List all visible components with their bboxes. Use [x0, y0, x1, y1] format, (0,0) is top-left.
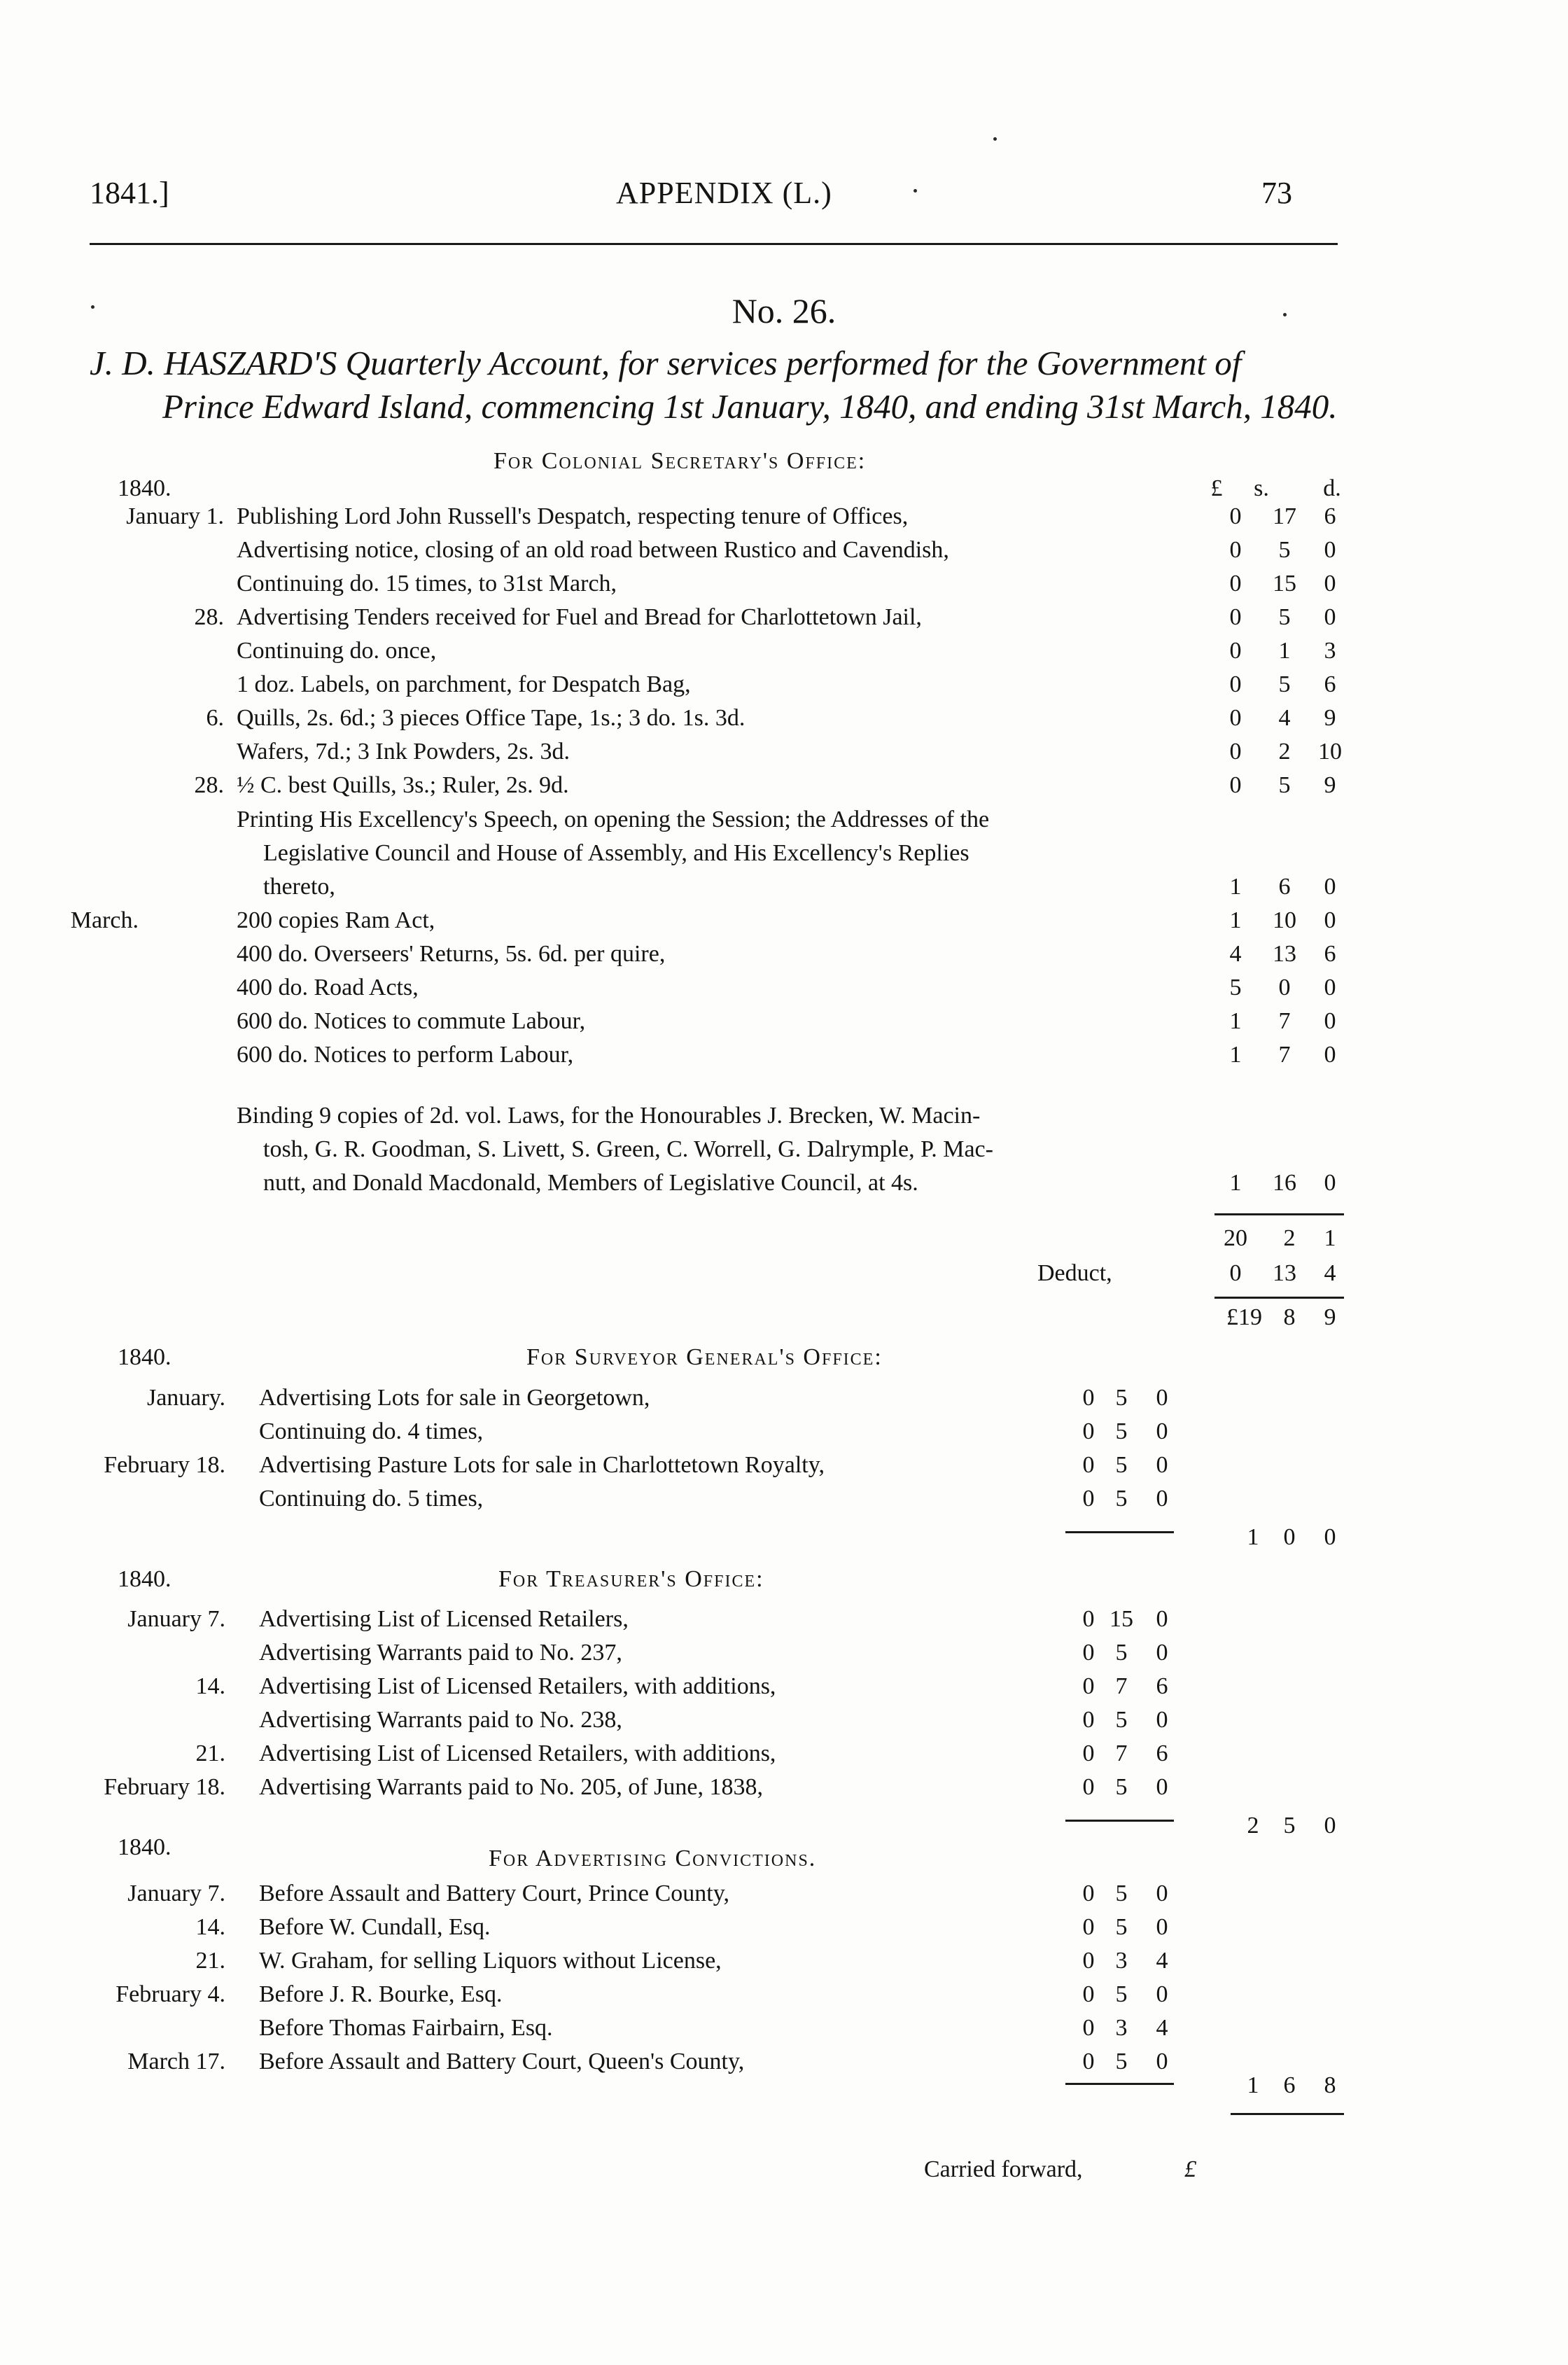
- row-description: Before Thomas Fairbairn, Esq.: [259, 2015, 553, 2041]
- row-shillings: 15: [1273, 571, 1296, 597]
- row-pounds: 0: [1229, 705, 1242, 731]
- speech-shillings: 6: [1278, 874, 1291, 900]
- subtotal-pounds: 20: [1224, 1225, 1247, 1251]
- row-description: Advertising notice, closing of an old road between Rustico and Cavendish,: [237, 537, 949, 563]
- header-year: 1841.]: [90, 176, 169, 210]
- row-description: Before J. R. Bourke, Esq.: [259, 1981, 503, 2007]
- deduct-pounds: 0: [1229, 1260, 1242, 1286]
- row-shillings: 0: [1278, 975, 1291, 1000]
- convictions-rule: [1065, 2083, 1174, 2085]
- surveyor-total-pounds: 1: [1247, 1524, 1259, 1550]
- deduct-pence: 4: [1324, 1260, 1336, 1286]
- surveyor-total-shillings: 0: [1283, 1524, 1296, 1550]
- row-pounds: 0: [1229, 537, 1242, 563]
- row-pounds: 0: [1082, 1881, 1095, 1906]
- treasurer-total-pounds: 2: [1247, 1813, 1259, 1839]
- row-description: Before W. Cundall, Esq.: [259, 1914, 491, 1940]
- row-description: W. Graham, for selling Liquors without License,: [259, 1948, 722, 1974]
- row-date: January 1.: [126, 503, 224, 529]
- row-pence: 0: [1156, 1606, 1168, 1632]
- convictions-total-pounds: 1: [1247, 2072, 1259, 2098]
- row-pounds: 0: [1082, 1707, 1095, 1733]
- row-date: 28.: [194, 772, 224, 798]
- row-pence: 9: [1324, 772, 1336, 798]
- row-description: 600 do. Notices to perform Labour,: [237, 1042, 574, 1068]
- row-pounds: 0: [1082, 1740, 1095, 1766]
- row-pence: 0: [1324, 604, 1336, 630]
- surveyor-total-pence: 0: [1324, 1524, 1336, 1550]
- row-pounds: 0: [1082, 1914, 1095, 1940]
- row-pence: 0: [1156, 1486, 1168, 1512]
- row-pounds: 0: [1229, 739, 1242, 765]
- section-heading-treasurer: For Treasurer's Office:: [498, 1566, 764, 1592]
- row-pence: 0: [1156, 1640, 1168, 1666]
- row-pounds: 0: [1082, 1452, 1095, 1478]
- row-pounds: 0: [1229, 604, 1242, 630]
- row-description: Advertising Warrants paid to No. 238,: [259, 1707, 622, 1733]
- row-pounds: 0: [1082, 1673, 1095, 1699]
- row-description: ½ C. best Quills, 3s.; Ruler, 2s. 9d.: [237, 772, 569, 798]
- binding-pence: 0: [1324, 1170, 1336, 1196]
- row-pence: 0: [1156, 1774, 1168, 1800]
- row-pence: 0: [1156, 1418, 1168, 1444]
- row-description: Advertising List of Licensed Retailers, with additions,: [259, 1673, 776, 1699]
- row-date: 6.: [206, 705, 224, 731]
- row-pounds: 0: [1229, 571, 1242, 597]
- row-date: February 18.: [104, 1452, 225, 1478]
- row-pence: 0: [1156, 1452, 1168, 1478]
- row-description: 400 do. Overseers' Returns, 5s. 6d. per quire,: [237, 941, 666, 967]
- convictions-total-shillings: 6: [1283, 2072, 1296, 2098]
- row-date: January 7.: [127, 1606, 225, 1632]
- row-pence: 0: [1156, 1881, 1168, 1906]
- row-pence: 0: [1156, 1707, 1168, 1733]
- row-shillings: 7: [1278, 1042, 1291, 1068]
- subtotal-pence: 1: [1324, 1225, 1336, 1251]
- binding-shillings: 16: [1273, 1170, 1296, 1196]
- row-shillings: 5: [1115, 1774, 1128, 1800]
- row-date: March.: [70, 907, 139, 933]
- row-shillings: 7: [1115, 1740, 1128, 1766]
- row-description: Before Assault and Battery Court, Queen's County,: [259, 2049, 745, 2074]
- row-description: Quills, 2s. 6d.; 3 pieces Office Tape, 1s.; 3 do. 1s. 3d.: [237, 705, 746, 731]
- carried-forward-currency: £: [1184, 2156, 1196, 2182]
- row-date: 28.: [194, 604, 224, 630]
- row-description: Advertising Warrants paid to No. 237,: [259, 1640, 622, 1666]
- row-shillings: 17: [1273, 503, 1296, 529]
- row-date: 21.: [195, 1740, 225, 1766]
- row-description: 400 do. Road Acts,: [237, 975, 419, 1000]
- row-pounds: 1: [1229, 1008, 1242, 1034]
- row-pounds: 0: [1082, 1418, 1095, 1444]
- row-pounds: 4: [1229, 941, 1242, 967]
- row-date: 21.: [195, 1948, 225, 1974]
- row-pence: 6: [1156, 1740, 1168, 1766]
- row-pence: 0: [1156, 1385, 1168, 1411]
- row-description: 600 do. Notices to commute Labour,: [237, 1008, 586, 1034]
- row-date: January.: [146, 1385, 225, 1411]
- row-description: Before Assault and Battery Court, Prince County,: [259, 1881, 730, 1906]
- scan-speck: [913, 189, 917, 193]
- row-date: March 17.: [127, 2049, 225, 2074]
- row-pence: 0: [1324, 975, 1336, 1000]
- row-description: Advertising Pasture Lots for sale in Charlottetown Royalty,: [259, 1452, 825, 1478]
- row-pounds: 0: [1082, 1486, 1095, 1512]
- section-year-surveyor: 1840.: [118, 1344, 172, 1370]
- binding-line-2: tosh, G. R. Goodman, S. Livett, S. Green, C. Worrell, G. Dalrymple, P. Mac-: [263, 1136, 993, 1162]
- page-number: 73: [1261, 176, 1292, 210]
- row-description: Advertising Warrants paid to No. 205, of June, 1838,: [259, 1774, 763, 1800]
- binding-pounds: 1: [1229, 1170, 1242, 1196]
- subtotal-rule: [1214, 1213, 1344, 1215]
- row-shillings: 7: [1115, 1673, 1128, 1699]
- col-shillings-header: s.: [1254, 475, 1269, 501]
- row-date: February 4.: [115, 1981, 225, 2007]
- row-pounds: 0: [1082, 1774, 1095, 1800]
- section-heading-convictions: For Advertising Convictions.: [489, 1846, 817, 1871]
- section-year-convictions: 1840.: [118, 1834, 172, 1860]
- row-pounds: 0: [1229, 772, 1242, 798]
- row-pence: 0: [1156, 2049, 1168, 2074]
- row-pence: 0: [1324, 571, 1336, 597]
- row-pounds: 5: [1229, 975, 1242, 1000]
- treasurer-rule: [1065, 1820, 1174, 1822]
- row-description: 1 doz. Labels, on parchment, for Despatch Bag,: [237, 671, 691, 697]
- row-shillings: 3: [1115, 2015, 1128, 2041]
- row-pence: 6: [1324, 941, 1336, 967]
- row-pounds: 0: [1082, 1981, 1095, 2007]
- treasurer-total-pence: 0: [1324, 1813, 1336, 1839]
- deduct-label: Deduct,: [1037, 1260, 1112, 1286]
- row-date: February 18.: [104, 1774, 225, 1800]
- row-shillings: 15: [1110, 1606, 1133, 1632]
- row-pence: 3: [1324, 638, 1336, 664]
- row-description: Continuing do. once,: [237, 638, 437, 664]
- subtotal-shillings: 2: [1283, 1225, 1296, 1251]
- row-shillings: 5: [1115, 1914, 1128, 1940]
- document-title-line-1: J. D. HASZARD'S Quarterly Account, for services performed for the Government of: [90, 344, 1242, 382]
- row-pence: 0: [1324, 907, 1336, 933]
- row-pounds: 0: [1229, 638, 1242, 664]
- row-pounds: 0: [1082, 1606, 1095, 1632]
- row-pence: 0: [1156, 1981, 1168, 2007]
- col-pence-header: d.: [1323, 475, 1341, 501]
- row-pence: 10: [1318, 739, 1342, 765]
- row-shillings: 5: [1115, 1981, 1128, 2007]
- row-description: Advertising List of Licensed Retailers,: [259, 1606, 629, 1632]
- header-title: APPENDIX (L.): [616, 176, 832, 210]
- row-description: Advertising List of Licensed Retailers, with additions,: [259, 1740, 776, 1766]
- section-heading-surveyor: For Surveyor General's Office:: [526, 1344, 883, 1370]
- row-description: Continuing do. 15 times, to 31st March,: [237, 571, 617, 597]
- document-number: No. 26.: [732, 291, 836, 330]
- row-shillings: 5: [1115, 1452, 1128, 1478]
- treasurer-total-shillings: 5: [1283, 1813, 1296, 1839]
- row-pence: 6: [1156, 1673, 1168, 1699]
- row-description: Continuing do. 4 times,: [259, 1418, 484, 1444]
- section-heading-colonial: For Colonial Secretary's Office:: [493, 448, 867, 474]
- row-shillings: 10: [1273, 907, 1296, 933]
- row-shillings: 5: [1115, 1486, 1128, 1512]
- row-pounds: 0: [1229, 671, 1242, 697]
- row-pence: 9: [1324, 705, 1336, 731]
- final-rule: [1231, 2113, 1344, 2115]
- row-shillings: 5: [1278, 537, 1291, 563]
- speech-line-3: thereto,: [263, 874, 335, 900]
- row-description: 200 copies Ram Act,: [237, 907, 435, 933]
- speech-pounds: 1: [1229, 874, 1242, 900]
- row-pence: 4: [1156, 1948, 1168, 1974]
- row-pence: 0: [1324, 1042, 1336, 1068]
- binding-line-3: nutt, and Donald Macdonald, Members of Legislative Council, at 4s.: [263, 1170, 918, 1196]
- row-shillings: 5: [1115, 1385, 1128, 1411]
- row-pence: 0: [1156, 1914, 1168, 1940]
- scan-speck: [993, 137, 997, 141]
- row-shillings: 4: [1278, 705, 1291, 731]
- speech-line-2: Legislative Council and House of Assembly, and His Excellency's Replies: [263, 840, 969, 866]
- row-shillings: 3: [1115, 1948, 1128, 1974]
- row-pounds: 0: [1082, 1640, 1095, 1666]
- row-description: Continuing do. 5 times,: [259, 1486, 484, 1512]
- colonial-total-pence: 9: [1324, 1304, 1336, 1330]
- colonial-total-pounds: £19: [1226, 1304, 1262, 1330]
- row-pounds: 1: [1229, 907, 1242, 933]
- surveyor-rule: [1065, 1531, 1174, 1533]
- row-shillings: 7: [1278, 1008, 1291, 1034]
- row-shillings: 5: [1115, 1640, 1128, 1666]
- convictions-total-pence: 8: [1324, 2072, 1336, 2098]
- row-description: Publishing Lord John Russell's Despatch, respecting tenure of Offices,: [237, 503, 909, 529]
- scan-speck: [91, 305, 94, 309]
- row-pounds: 0: [1229, 503, 1242, 529]
- row-shillings: 5: [1115, 1881, 1128, 1906]
- row-pence: 6: [1324, 503, 1336, 529]
- row-shillings: 2: [1278, 739, 1291, 765]
- section-year-treasurer: 1840.: [118, 1566, 172, 1592]
- row-pounds: 1: [1229, 1042, 1242, 1068]
- row-shillings: 5: [1278, 604, 1291, 630]
- row-shillings: 5: [1278, 671, 1291, 697]
- deduct-shillings: 13: [1273, 1260, 1296, 1286]
- col-pounds-header: £: [1210, 475, 1223, 501]
- row-description: Wafers, 7d.; 3 Ink Powders, 2s. 3d.: [237, 739, 570, 765]
- binding-line-1: Binding 9 copies of 2d. vol. Laws, for the Honourables J. Brecken, W. Macin-: [237, 1103, 981, 1129]
- row-shillings: 5: [1115, 1418, 1128, 1444]
- row-pounds: 0: [1082, 2015, 1095, 2041]
- row-pence: 6: [1324, 671, 1336, 697]
- scan-speck: [1283, 313, 1287, 316]
- row-shillings: 13: [1273, 941, 1296, 967]
- section-year-colonial: 1840.: [118, 475, 172, 501]
- row-description: Advertising Lots for sale in Georgetown,: [259, 1385, 650, 1411]
- row-pence: 0: [1324, 537, 1336, 563]
- row-shillings: 1: [1278, 638, 1291, 664]
- colonial-total-shillings: 8: [1283, 1304, 1296, 1330]
- deduct-rule: [1214, 1297, 1344, 1299]
- row-pounds: 0: [1082, 2049, 1095, 2074]
- row-pounds: 0: [1082, 1385, 1095, 1411]
- row-date: January 7.: [127, 1881, 225, 1906]
- row-date: 14.: [195, 1914, 225, 1940]
- row-pence: 0: [1324, 1008, 1336, 1034]
- row-shillings: 5: [1278, 772, 1291, 798]
- row-pounds: 0: [1082, 1948, 1095, 1974]
- header-rule: [90, 243, 1338, 245]
- speech-pence: 0: [1324, 874, 1336, 900]
- row-shillings: 5: [1115, 1707, 1128, 1733]
- speech-line-1: Printing His Excellency's Speech, on opening the Session; the Addresses of the: [237, 807, 990, 832]
- document-title-line-2: Prince Edward Island, commencing 1st January, 1840, and ending 31st March, 1840.: [162, 387, 1338, 426]
- row-pence: 4: [1156, 2015, 1168, 2041]
- carried-forward-label: Carried forward,: [924, 2156, 1083, 2182]
- row-description: Advertising Tenders received for Fuel and Bread for Charlottetown Jail,: [237, 604, 922, 630]
- row-shillings: 5: [1115, 2049, 1128, 2074]
- row-date: 14.: [195, 1673, 225, 1699]
